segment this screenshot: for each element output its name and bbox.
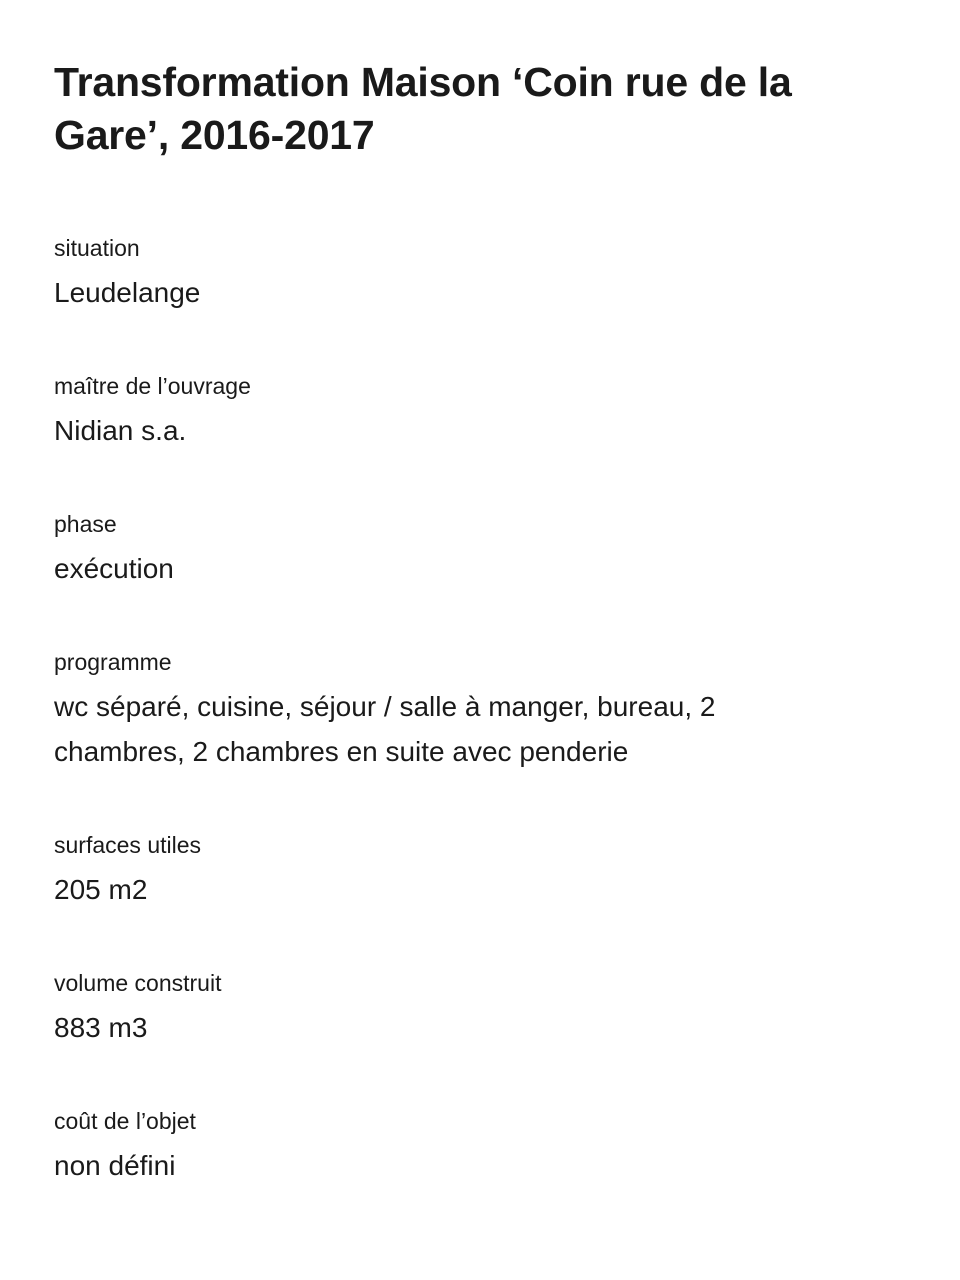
field-volume-construit — [54, 967, 906, 1050]
field-label: coût de l’objet — [54, 1108, 196, 1134]
field-surfaces-utiles — [54, 829, 906, 912]
field-label: situation — [54, 235, 140, 261]
field-phase — [54, 508, 906, 591]
field-label: volume construit — [54, 970, 222, 996]
field-value: Nidian s.a. — [54, 415, 187, 446]
field-value: exécution — [54, 553, 174, 584]
field-value: 205 m2 — [54, 874, 148, 905]
field-value: non défini — [54, 1150, 176, 1181]
field-label: surfaces utiles — [54, 832, 202, 858]
field-label: maître de l’ouvrage — [54, 373, 251, 399]
field-label: programme — [54, 649, 172, 675]
project-title: Transformation Maison ‘Coin rue de la Gare’, 2016-2017 — [54, 59, 792, 158]
field-value: Leudelange — [54, 277, 201, 308]
field-value: wc séparé, cuisine, séjour / salle à manger, bureau, 2 chambres, 2 chambres en suite avec penderie — [54, 691, 716, 767]
field-value: 883 m3 — [54, 1012, 148, 1043]
field-maitre-de-l-ouvrage — [54, 370, 906, 453]
field-situation — [54, 232, 906, 315]
project-details — [54, 232, 906, 1188]
field-programme — [54, 646, 906, 774]
field-label: phase — [54, 511, 117, 537]
field-cout-de-l-objet — [54, 1105, 906, 1188]
